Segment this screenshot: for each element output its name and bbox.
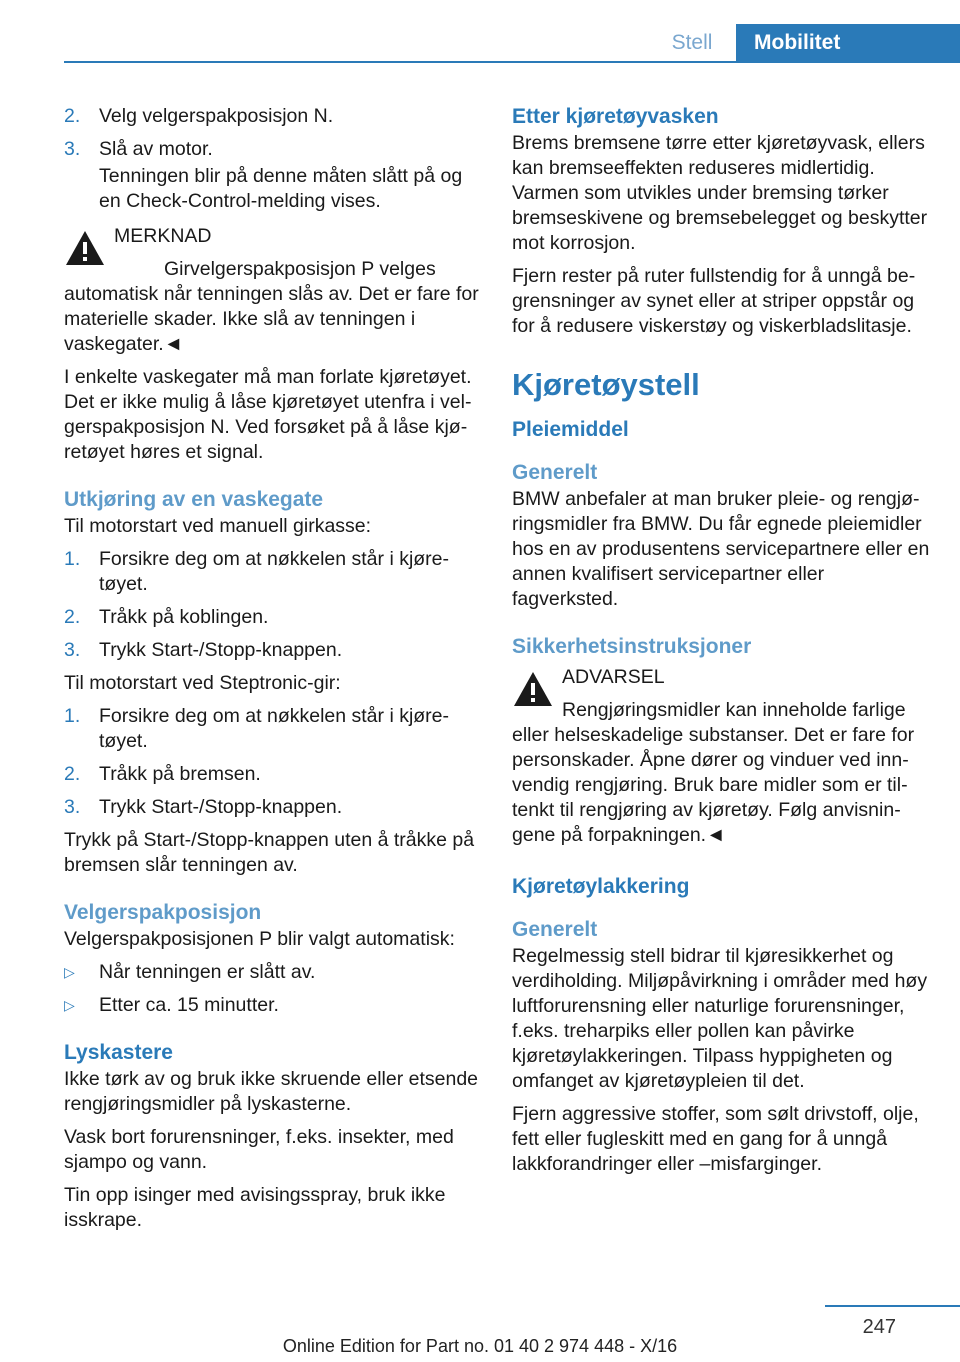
paragraph: Trykk på Start-/Stopp-knappen uten å tråkke på bremsen slår tenningen av.: [64, 829, 475, 876]
list-item: [64, 547, 484, 597]
list-text: Velg velgerspakposisjon N.: [99, 105, 334, 127]
list-item: [64, 638, 484, 663]
paragraph: Fjern aggressive stoffer, som sølt drivstoff, olje, fett eller fugleskitt med en gang for å unngå lakkforandringer eller –misfarginger.: [512, 1103, 919, 1175]
list-text: Tråkk på koblingen.: [99, 606, 269, 628]
list-item: [64, 762, 484, 787]
subsection-heading: Generelt: [512, 461, 598, 484]
warning-icon: [512, 669, 554, 709]
section-heading: Velgerspakposisjon: [64, 901, 262, 924]
header-rule: [64, 61, 960, 63]
note-title: MERKNAD: [114, 225, 212, 247]
list-item: [64, 605, 484, 630]
list-item: [64, 137, 484, 162]
paragraph: Velgerspakposisjonen P blir valgt automatisk:: [64, 928, 455, 950]
list-number: 2.: [64, 606, 81, 628]
paragraph: Fjern rester på ruter fullstendig for å unngå begrensninger av synet eller at striper oppstår og for å redusere viskerstøy og viskerbladslitasje.: [512, 265, 916, 337]
paragraph: I enkelte vaskegater må man forlate kjøretøyet. Det er ikke mulig å låse kjøretøyet utenfra i velgerspakposisjon N. Ved forsøket på å låse kjøretøyet høres et signal.: [64, 366, 472, 463]
header-bar: [64, 0, 960, 62]
list-text: Trykk Start-/Stopp-knappen.: [99, 796, 343, 818]
list-text: Tråkk på bremsen.: [99, 763, 261, 785]
triangle-bullet-icon: ▷: [64, 964, 75, 980]
warning-title: ADVARSEL: [562, 666, 665, 688]
list-item: [64, 960, 484, 985]
warning-icon: [64, 228, 106, 268]
section-heading: Pleiemiddel: [512, 418, 629, 441]
list-item: [64, 704, 484, 754]
section-heading: Lyskastere: [64, 1041, 173, 1064]
note-box: [64, 224, 484, 357]
paragraph: Brems bremsene tørre etter kjøretøyvask, ellers kan bremseeffekten reduseres midlertidig. Varmen som utvikles under bremsing tørker bremseskivene og bremsebelegget og beskytter mot korrosjon.: [512, 132, 928, 254]
list-number: 2.: [64, 105, 81, 127]
list-text: Forsikre deg om at nøkkelen står i kjøretøyet.: [99, 705, 450, 752]
list-number: 1.: [64, 548, 81, 570]
paragraph: Ikke tørk av og bruk ikke skruende eller etsende rengjøringsmidler på lyskasterne.: [64, 1068, 479, 1115]
paragraph: Vask bort forurensninger, f.eks. insekter, med sjampo og vann.: [64, 1126, 454, 1173]
list-number: 3.: [64, 138, 81, 160]
step-note: Tenningen blir på denne måten slått på og en Check-Control-melding vises.: [99, 165, 463, 212]
list-text: Slå av motor.: [99, 138, 213, 160]
list-number: 1.: [64, 705, 81, 727]
list-number: 2.: [64, 763, 81, 785]
right-column: [512, 104, 932, 1185]
paragraph: Regelmessig stell bidrar til kjøresikkerhet og verdiholding. Miljøpåvirkning i områder med høy luftforurensning eller naturlige forurensninger, f.eks. treharpiks eller pollen kan påvirke kjøretøylakkeringen. Tilpass hyppigheten og omfanget av kjøretøypleien til det.: [512, 945, 928, 1092]
warning-text: Rengjøringsmidler kan inneholde farlige eller helseskadelige substanser. Det er fare for personskader. Åpne dører og vinduer ved innvendig rengjøring. Bruk bare midler som er tiltenkt til rengjøring av kjøretøy. Følg anvisningene på forpakningen.◄: [512, 699, 915, 846]
paragraph: Tin opp isinger med avisingsspray, bruk ikke isskrape.: [64, 1184, 446, 1231]
note-text: Girvelgerspakposisjon P velges automatisk når tenningen slås av. Det er fare for materielle skader. Ikke slå av tenningen i vaskegater.◄: [64, 258, 479, 355]
subsection-heading: Sikkerhetsinstruksjoner: [512, 635, 752, 658]
triangle-bullet-icon: ▷: [64, 997, 75, 1013]
tab-stell[interactable]: Stell: [671, 31, 713, 54]
section-heading: Kjøretøylakkering: [512, 875, 690, 898]
list-item: [64, 993, 484, 1018]
page-number: 247: [862, 1316, 896, 1338]
list-item: [64, 795, 484, 820]
list-text: Forsikre deg om at nøkkelen står i kjøretøyet.: [99, 548, 450, 595]
paragraph: BMW anbefaler at man bruker pleie- og rengjøringsmidler fra BMW. Du får egnede pleiemidler hos en av produsentens servicepartnere eller en annen kvalifisert servicepartner eller fagverksted.: [512, 488, 930, 610]
left-column: [64, 104, 484, 1241]
list-number: 3.: [64, 639, 81, 661]
section-heading: Etter kjøretøyvasken: [512, 105, 719, 128]
paragraph: Til motorstart ved Steptronic-gir:: [64, 672, 341, 694]
tab-mobilitet[interactable]: Mobilitet: [736, 24, 960, 62]
chapter-heading: Kjøretøystell: [512, 367, 700, 402]
list-text: Etter ca. 15 minutter.: [99, 994, 279, 1016]
footer-rule: [825, 1305, 960, 1307]
paragraph: Til motorstart ved manuell girkasse:: [64, 515, 372, 537]
edition-footer: Online Edition for Part no. 01 40 2 974 448 - X/16: [282, 1336, 678, 1356]
list-item: [64, 104, 484, 129]
section-heading: Utkjøring av en vaskegate: [64, 488, 324, 511]
list-text: Trykk Start-/Stopp-knappen.: [99, 639, 343, 661]
list-text: Når tenningen er slått av.: [99, 961, 316, 983]
list-number: 3.: [64, 796, 81, 818]
warning-box: [512, 665, 932, 848]
subsection-heading: Generelt: [512, 918, 598, 941]
